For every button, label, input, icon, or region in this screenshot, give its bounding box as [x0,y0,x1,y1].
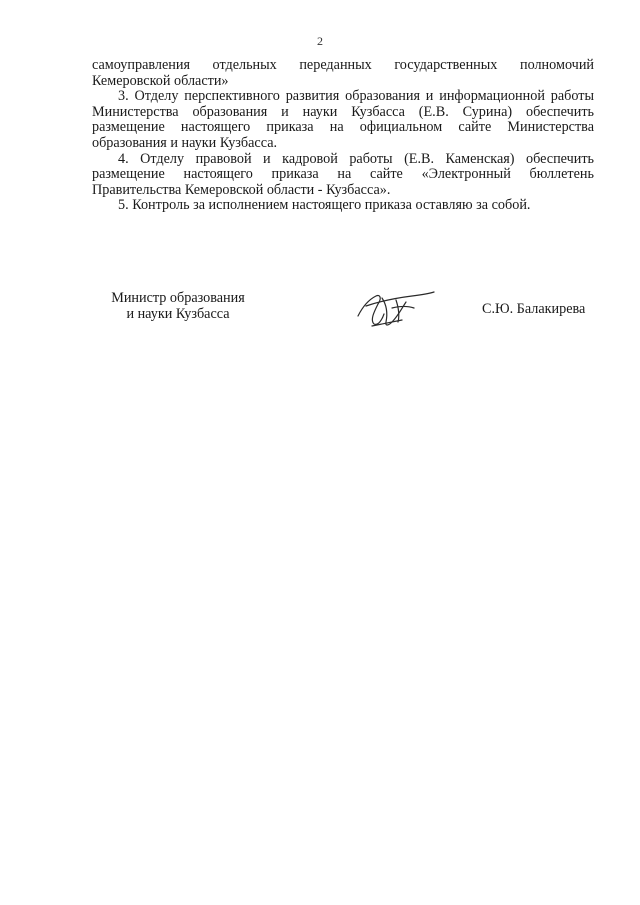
signer-title [100,290,256,322]
signer-title-line-1: Министр образования [111,290,245,306]
handwritten-signature [352,286,436,330]
signer-name: С.Ю. Балакирева [482,301,586,317]
signature-block [0,288,640,338]
paragraph-item-5: 5. Контроль за исполнением настоящего приказа оставляю за собой. [118,197,531,214]
paragraph-item-4: 4. Отделу правовой и кадровой работы (Е.В. Каменская) обеспечить размещение настоящего приказа на сайте «Электронный бюллетень Правительства Кемеровской области - Кузбасса». [92,150,594,198]
paragraph-continuation: самоуправления отдельных переданных государственных полномочий Кемеровской области» [92,57,594,89]
document-body [92,58,594,214]
page-number: 2 [317,34,323,48]
signer-title-line-2: и науки Кузбасса [126,306,230,322]
paragraph-item-3: 3. Отделу перспективного развития образования и информационной работы Министерства образования и науки Кузбасса (Е.В. Сурина) обеспечить размещение настоящего приказа на официальном сайте Министерства образования и науки Кузбасса. [92,88,594,151]
